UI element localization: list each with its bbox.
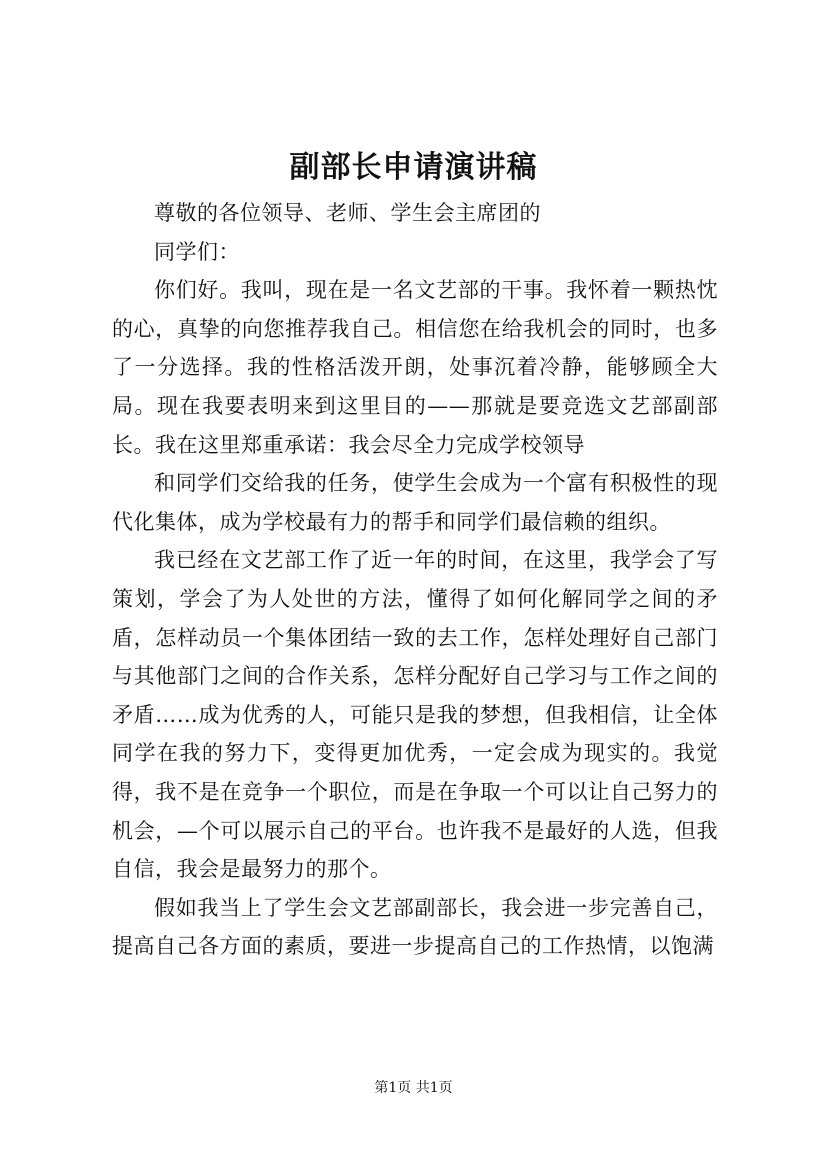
document-title: 副部长申请演讲稿 <box>289 150 538 185</box>
body-paragraph: 假如我当上了学生会文艺部副部长，我会进一步完善自己，提高自己各方面的素质，要进一步提高自己的工作热情，以饱满 <box>112 895 718 959</box>
salutation-line: 同学们： <box>154 239 240 264</box>
body-paragraph: 我已经在文艺部工作了近一年的时间，在这里，我学会了写策划，学会了为人处世的方法，懂得了如何化解同学之间的矛盾，怎样动员一个集体团结一致的去工作，怎样处理好自己部门与其他部门之间的合作关系，怎样分配好自己学习与工作之间的矛盾……成为优秀的人，可能只是我的梦想，但我相信，让全体同学在我的努力下，变得更加优秀，一定会成为现实的。我觉得，我不是在竞争一个职位，而是在争取一个可以让自己努力的机会，—个可以展示自己的平台。也许我不是最好的人选，但我自信，我会是最努力的那个。 <box>112 548 718 882</box>
salutation-line: 尊敬的各位领导、老师、学生会主席团的 <box>154 201 541 225</box>
body-paragraph: 和同学们交给我的任务，使学生会成为一个富有积极性的现代化集体，成为学校最有力的帮手和同学们最信赖的组织。 <box>112 471 718 534</box>
body-paragraph: 你们好。我叫，现在是一名文艺部的干事。我怀着一颗热忱的心，真挚的向您推荐我自己。相信您在给我机会的同时，也多了一分选择。我的性格活泼开朗，处事沉着冷静，能够顾全大局。现在我要表明来到这里目的——那就是要竞选文艺部副部长。我在这里郑重承诺：我会尽全力完成学校领导 <box>112 278 718 457</box>
document-body <box>112 194 718 966</box>
page-number-footer: 第1页 共1页 <box>374 1080 453 1096</box>
